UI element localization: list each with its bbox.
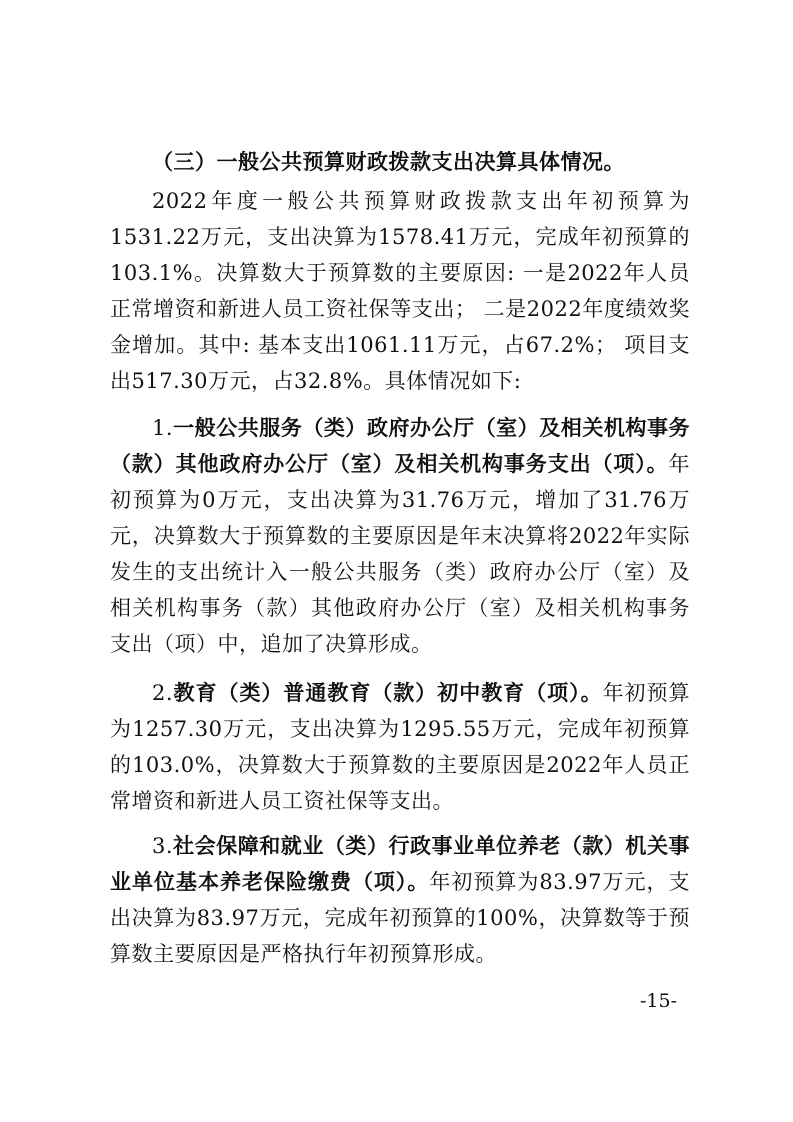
item-3-paragraph (110, 828, 690, 972)
item-3-number: 3. (152, 834, 174, 858)
item-1-body: 年初预算为0万元，支出决算为31.76万元，增加了31.76万元，决算数大于预算数的主要原因是年末决算将2022年实际发生的支出统计入一般公共服务（类）政府办公厅（室）及相关机构事务（款）其他政府办公厅（室）及相关机构事务支出（项）中，追加了决算形成。 (110, 452, 690, 656)
item-3-body: 年初预算为83.97万元，支出决算为83.97万元，完成年初预算的100%，决算数等于预算数主要原因是严格执行年初预算形成。 (110, 870, 690, 966)
item-2-title: 教育（类）普通教育（款）初中教育（项）。 (173, 681, 603, 705)
item-2-body: 年初预算为1257.30万元，支出决算为1295.55万元，完成年初预算的103.0%，决算数大于预算数的主要原因是2022年人员正常增资和新进人员工资社保等支出。 (110, 681, 691, 813)
item-1-title: 一般公共服务（类）政府办公厅（室）及相关机构事务（款）其他政府办公厅（室）及相关机构事务支出（项）。 (110, 416, 690, 476)
item-1-paragraph (110, 410, 690, 662)
item-2-number: 2. (152, 681, 174, 705)
item-3-title: 社会保障和就业（类）行政事业单位养老（款）机关事业单位基本养老保险缴费（项）。 (110, 834, 690, 894)
item-2-paragraph (110, 675, 690, 819)
page-number: -15- (640, 990, 678, 1012)
item-1-number: 1. (152, 416, 174, 440)
intro-paragraph: 2022年度一般公共预算财政拨款支出年初预算为1531.22万元，支出决算为1578.41万元，完成年初预算的103.1%。决算数大于预算数的主要原因: 一是2022年人员正常增资和新进人员工资社保等支出； 二是2022年度绩效奖金增加。其中: 基本支出1061.11万元，占67.2%； 项目支出517.30万元，占32.8%。具体情况如下: (110, 189, 690, 393)
section-heading: （三）一般公共预算财政拨款支出决算具体情况。 (152, 150, 625, 174)
